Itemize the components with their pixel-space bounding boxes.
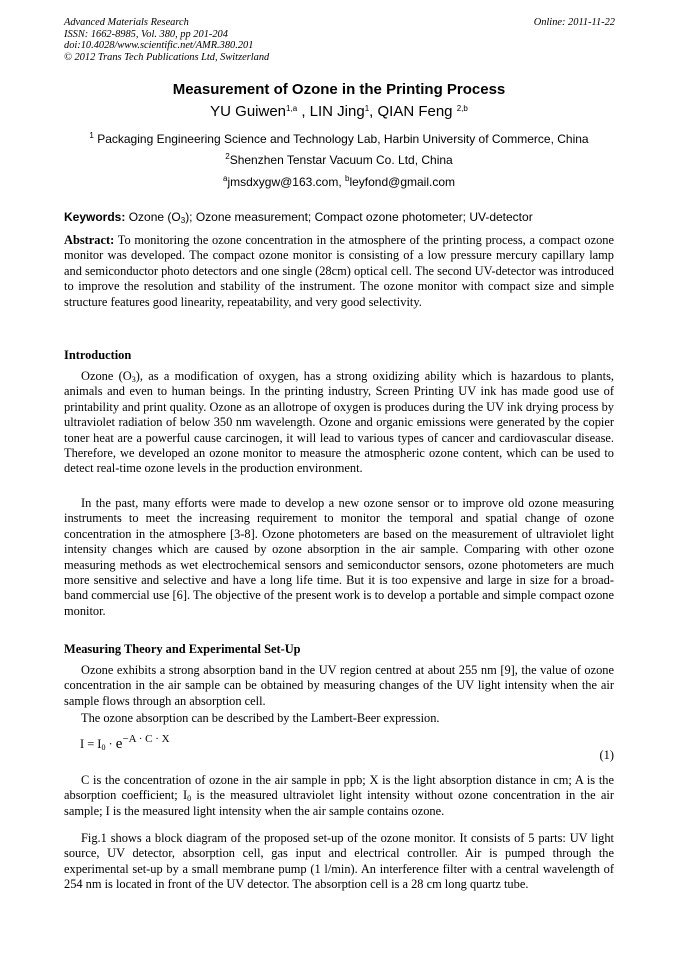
author-name: YU Guiwen xyxy=(210,103,287,120)
paragraph: In the past, many efforts were made to develop a new ozone sensor or to improve old ozone measuring instruments to meet the increasing requirement to monitor the temporal and spatial change of ozone concentration in the atmosphere [3-8]. Ozone photometers are based on the measurement of ultraviolet light intensity changes which are caused by ozone absorption in the air sample. Comparing with other ozone measuring methods as wet electrochemical sensors and semiconductor sensors, ozone photometers are much more sensitive and selective and have a long life time. But it is too expensive and large in size for a broad-band commercial use [6]. The objective of the present work is to develop a portable and simple compact ozone monitor. xyxy=(64,496,614,618)
author-emails xyxy=(0,175,678,189)
author-sup: 1 xyxy=(364,104,370,113)
email-sup: a xyxy=(222,174,228,183)
equation-number: (1) xyxy=(599,748,614,762)
doi-line: doi:10.4028/www.scientific.net/AMR.380.201 xyxy=(64,40,254,52)
section-heading-theory: Measuring Theory and Experimental Set-Up xyxy=(64,642,301,656)
equation-lambert-beer xyxy=(80,733,170,753)
keywords-label: Keywords: xyxy=(64,210,126,224)
journal-header xyxy=(64,17,269,63)
paragraph-text: C is the concentration of ozone in the air sample in ppb; X is the light absorption distance in cm; A is the absorption coefficient; I xyxy=(64,773,614,803)
paragraph: Ozone exhibits a strong absorption band in the UV region centred at about 255 nm [9], the value of ozone concentration in the air sample can be obtained by measuring changes of the UV light intensity when the air sample flows through an absorption cell. xyxy=(64,663,614,708)
affiliation xyxy=(0,132,678,146)
paragraph-text: ), as a modification of oxygen, has a strong oxidizing ability which is hazardous to plants, animals and even to human beings. In the printing industry, Screen Printing UV ink has made good use of printability and print quality. Ozone as an allotrope of oxygen is produces during the UV ink drying process by ultraviolet radiation of below 350 nm wavelength. Ozone and organic emissions were generated by the copier toner heat are a powerful cause carcinogen, it will lead to various types of cancer and cardiovascular disease. Therefore, we developed an ozone monitor to measure the atmospheric ozone content, which can be used to detect real-time ozone levels in the production environment. xyxy=(64,369,614,476)
author-list: YU Guiwen$^{1,a}$ , LIN Jing$^1$, QIAN Feng $^{2,b}$ xyxy=(210,103,468,120)
affiliation-text: Packaging Engineering Science and Technology Lab, Harbin University of Commerce, China xyxy=(97,132,589,146)
paragraph xyxy=(64,773,614,819)
author-name: LIN Jing xyxy=(309,103,365,120)
affiliation-sup: 2 xyxy=(225,152,230,161)
paragraph-subscript: 0 xyxy=(187,794,192,804)
abstract-text: To monitoring the ozone concentration in the atmosphere of the printing process, a compact ozone monitor was developed. The compact ozone monitor is consisting of a low pressure mercury capillary lamp and semiconductor photo detectors and one single (28cm) optical cell. The second UV-detector was introduced to improve the resolution and stability of the instrument. The ozone monitor with compact size and simple structure features good linearity, repeatability, and very good selectivity. xyxy=(64,233,614,309)
affiliation xyxy=(0,153,678,167)
abstract xyxy=(64,233,614,310)
paragraph: The ozone absorption can be described by the Lambert-Beer expression. xyxy=(81,711,440,725)
author-sup: 2,b xyxy=(456,104,468,113)
equation-operator: · xyxy=(108,737,113,751)
journal-name: Advanced Materials Research xyxy=(64,17,189,28)
email-sup: b xyxy=(345,174,350,183)
abstract-label: Abstract: xyxy=(64,233,115,247)
keywords-text: ); Ozone measurement; Compact ozone photometer; UV-detector xyxy=(185,210,533,224)
issn-line: ISSN: 1662-8985, Vol. 380, pp 201-204 xyxy=(64,28,228,40)
equation-lhs: I = I xyxy=(80,737,102,751)
email[interactable]: leyfond@gmail.com xyxy=(349,175,456,189)
keywords-text: Ozone (O xyxy=(128,210,181,224)
author-sup: 1,a xyxy=(286,104,298,113)
affiliation-text: Shenzhen Tenstar Vacuum Co. Ltd, China xyxy=(229,153,453,167)
paragraph-text: is the measured ultraviolet light intensity without ozone concentration in the air sample; I is the measured light intensity when the air sample contains ozone. xyxy=(64,788,614,818)
section-heading-introduction: Introduction xyxy=(64,348,132,362)
paper-title: Measurement of Ozone in the Printing Process xyxy=(172,81,506,98)
copyright-line: © 2012 Trans Tech Publications Ltd, Switzerland xyxy=(64,51,270,63)
affiliation-sup: 1 xyxy=(89,131,94,140)
keywords xyxy=(64,210,624,224)
online-date: Online: 2011-11-22 xyxy=(533,17,615,28)
equation-subscript: 0 xyxy=(101,743,106,752)
keywords-subscript: 3 xyxy=(180,216,186,225)
paragraph-text: Ozone (O xyxy=(81,369,132,383)
author-name: QIAN Feng xyxy=(377,103,453,120)
equation-exponent: −A · C · X xyxy=(122,733,170,745)
equation-base: e xyxy=(115,736,123,752)
paragraph-subscript: 3 xyxy=(131,375,136,384)
email[interactable]: jmsdxygw@163.com, xyxy=(227,175,342,189)
paragraph xyxy=(64,369,614,477)
paragraph: Fig.1 shows a block diagram of the proposed set-up of the ozone monitor. It consists of 5 parts: UV light source, UV detector, absorption cell, gas input and electrical controller. Air is pumped through the experimental set-up by a small membrane pump (1 l/min). An interference filter with a central wavelength of 254 nm is located in front of the UV detector. The absorption cell is a 28 cm long quartz tube. xyxy=(64,831,614,892)
